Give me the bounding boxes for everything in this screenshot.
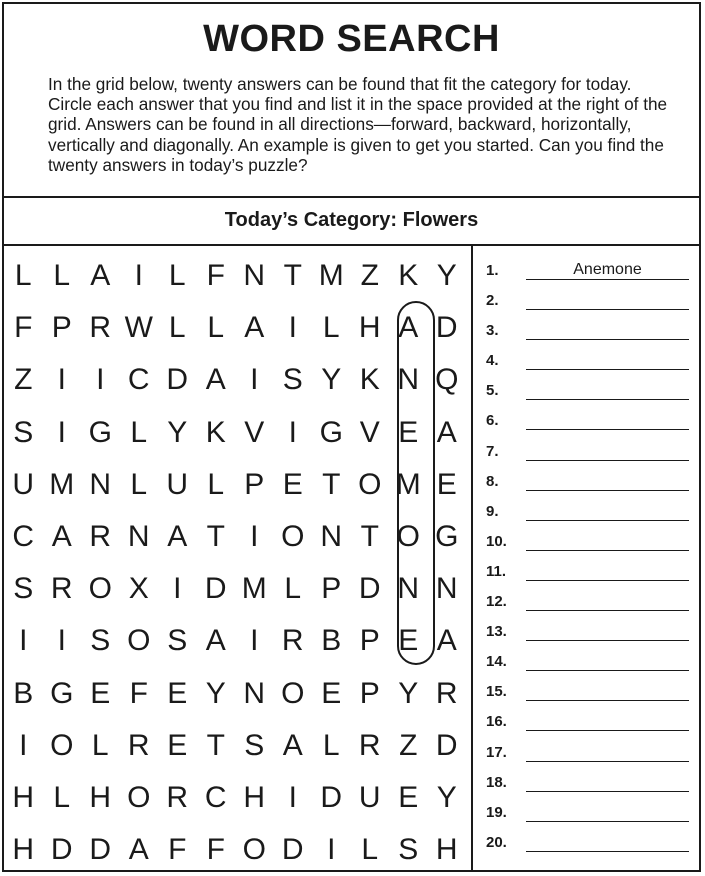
grid-letter[interactable]: R [89, 519, 112, 553]
grid-letter[interactable]: T [206, 728, 225, 762]
answer-line[interactable] [526, 309, 689, 310]
grid-letter[interactable]: Y [321, 363, 342, 397]
answer-row [474, 619, 699, 649]
grid-letter[interactable]: N [397, 363, 420, 397]
answer-row [474, 529, 699, 559]
grid-letter[interactable]: D [166, 363, 189, 397]
answer-line[interactable] [526, 550, 689, 551]
answer-number: 7. [486, 442, 499, 460]
answer-row [474, 258, 699, 288]
answer-number: 17. [486, 743, 507, 761]
grid-letter[interactable]: I [288, 415, 297, 449]
answer-line[interactable] [526, 670, 689, 671]
grid-letter[interactable]: L [361, 833, 379, 867]
grid-letter[interactable]: O [281, 676, 305, 710]
grid-letter[interactable]: E [167, 676, 188, 710]
answer-line[interactable] [526, 730, 689, 731]
grid-letter[interactable]: N [397, 572, 420, 606]
grid-letter[interactable]: K [398, 259, 419, 292]
answer-row [474, 318, 699, 348]
grid-letter[interactable]: S [282, 363, 303, 397]
answer-number: 14. [486, 653, 507, 671]
grid-letter[interactable]: C [127, 363, 150, 397]
grid-letter[interactable]: A [282, 728, 303, 762]
grid-letter[interactable]: E [321, 676, 342, 710]
grid-letter[interactable]: L [53, 259, 71, 292]
grid-letter[interactable]: G [50, 676, 74, 710]
grid-letter[interactable]: O [88, 572, 112, 606]
grid-letter[interactable]: Y [205, 676, 226, 710]
grid-letter[interactable]: P [51, 311, 72, 345]
grid-letter[interactable]: L [168, 259, 186, 292]
grid-letter[interactable]: D [320, 780, 343, 814]
grid-letter[interactable]: D [50, 833, 73, 867]
answer-line[interactable] [526, 369, 689, 370]
grid-letter[interactable]: G [319, 415, 343, 449]
grid-letter[interactable]: T [360, 519, 379, 553]
grid-letter[interactable]: E [398, 624, 419, 658]
grid-letter[interactable]: I [288, 780, 297, 814]
grid-letter[interactable]: A [436, 415, 457, 449]
grid-letter[interactable]: C [204, 780, 227, 814]
grid-letter[interactable]: L [91, 728, 109, 762]
grid-letter[interactable]: B [13, 676, 34, 710]
grid-letter[interactable]: I [250, 624, 259, 658]
grid-letter[interactable]: L [322, 728, 340, 762]
grid-letter[interactable]: L [284, 572, 302, 606]
grid-letter[interactable]: N [89, 467, 112, 501]
grid-letter[interactable]: A [167, 519, 188, 553]
answer-row [474, 378, 699, 408]
grid-letter[interactable]: Y [167, 415, 188, 449]
answer-row [474, 800, 699, 830]
grid-row [4, 772, 466, 824]
grid-letter[interactable]: N [243, 259, 266, 292]
answer-row [474, 469, 699, 499]
grid-letter[interactable]: F [168, 833, 187, 867]
grid-letter[interactable]: L [130, 415, 148, 449]
grid-letter[interactable]: C [12, 519, 35, 553]
answer-line[interactable] [526, 761, 689, 762]
grid-letter[interactable]: S [244, 728, 265, 762]
answer-number: 10. [486, 532, 507, 550]
grid-letter[interactable]: H [89, 780, 112, 814]
grid-letter[interactable]: Q [435, 363, 459, 397]
answer-line[interactable] [526, 851, 689, 852]
grid-letter[interactable]: A [205, 624, 226, 658]
grid-letter[interactable]: A [128, 833, 149, 867]
answer-number: 5. [486, 382, 499, 400]
word-search-puzzle [2, 2, 701, 872]
grid-letter[interactable]: Y [398, 676, 419, 710]
category-label: Today’s Category: Flowers [224, 209, 479, 231]
grid-letter[interactable]: N [320, 519, 343, 553]
grid-letter[interactable]: I [57, 363, 66, 397]
answer-row [474, 740, 699, 770]
grid-letter[interactable]: L [168, 311, 186, 345]
grid-letter[interactable]: L [207, 467, 225, 501]
answer-number: 16. [486, 713, 507, 731]
grid-letter[interactable]: U [12, 467, 35, 501]
grid-letter[interactable]: L [14, 259, 32, 292]
answer-row [474, 679, 699, 709]
grid-letter[interactable]: N [435, 572, 458, 606]
grid-letter[interactable]: I [134, 259, 143, 292]
answer-number: 2. [486, 292, 499, 310]
answer-number: 9. [486, 502, 499, 520]
grid-letter[interactable]: P [321, 572, 342, 606]
answer-number: 20. [486, 833, 507, 851]
grid-answers-divider [471, 244, 473, 870]
divider [4, 244, 699, 246]
grid-letter[interactable]: M [49, 467, 75, 501]
answer-number: 3. [486, 322, 499, 340]
grid-letter[interactable]: D [435, 728, 458, 762]
grid-letter[interactable]: S [90, 624, 111, 658]
grid-letter[interactable]: T [322, 467, 341, 501]
grid-letter[interactable]: I [250, 363, 259, 397]
answer-row [474, 589, 699, 619]
grid-letter[interactable]: D [435, 311, 458, 345]
answer-line[interactable] [526, 399, 689, 400]
answer-line[interactable] [526, 700, 689, 701]
answer-number: 18. [486, 773, 507, 791]
grid-letter[interactable]: D [204, 572, 227, 606]
grid-letter[interactable]: V [244, 415, 265, 449]
answer-row [474, 830, 699, 860]
answer-row [474, 348, 699, 378]
answer-row [474, 559, 699, 589]
grid-letter[interactable]: N [243, 676, 266, 710]
grid-letter[interactable]: P [244, 467, 265, 501]
grid-letter[interactable]: A [436, 624, 457, 658]
grid-letter[interactable]: I [327, 833, 336, 867]
grid-letter[interactable]: O [281, 519, 305, 553]
grid-letter[interactable]: E [90, 676, 111, 710]
grid-letter[interactable]: I [57, 415, 66, 449]
grid-letter[interactable]: S [398, 833, 419, 867]
grid-letter[interactable]: H [12, 780, 35, 814]
grid-letter[interactable]: Z [360, 259, 379, 292]
grid-letter[interactable]: E [282, 467, 303, 501]
grid-letter[interactable]: D [89, 833, 112, 867]
grid-letter[interactable]: Y [436, 259, 457, 292]
grid-row [4, 824, 466, 876]
answer-number: 4. [486, 352, 499, 370]
grid-row [4, 668, 466, 720]
grid-letter[interactable]: E [398, 415, 419, 449]
answer-row [474, 770, 699, 800]
divider [4, 196, 699, 198]
answer-number: 8. [486, 472, 499, 490]
answer-row [474, 709, 699, 739]
answer-line[interactable] [526, 339, 689, 340]
grid-letter[interactable]: E [167, 728, 188, 762]
grid-letter[interactable]: F [206, 833, 225, 867]
grid-row [4, 250, 466, 302]
grid-letter[interactable]: T [283, 259, 302, 292]
grid-letter[interactable]: A [51, 519, 72, 553]
grid-letter[interactable]: W [124, 311, 153, 345]
answer-row [474, 649, 699, 679]
grid-row [4, 720, 466, 772]
answer-line[interactable] [526, 791, 689, 792]
grid-letter[interactable]: F [129, 676, 148, 710]
answer-number: 6. [486, 412, 499, 430]
grid-letter[interactable]: H [12, 833, 35, 867]
grid-letter[interactable]: R [281, 624, 304, 658]
grid-letter[interactable]: I [250, 519, 259, 553]
answer-line[interactable] [526, 460, 689, 461]
grid-letter[interactable]: O [358, 467, 382, 501]
answer-row [474, 288, 699, 318]
grid-letter[interactable]: R [50, 572, 73, 606]
grid-letter[interactable]: F [14, 311, 33, 345]
grid-letter[interactable]: R [435, 676, 458, 710]
answer-number: 15. [486, 683, 507, 701]
grid-letter[interactable]: G [435, 519, 459, 553]
grid-letter[interactable]: D [281, 833, 304, 867]
instructions-text: In the grid below, twenty answers can be found that fit the category for today. Circle each answer that you find and list it in the space provided at the right of the grid. Answers can be found in all directions—forward, backward, horizontally, vertically and diagonally. An example is given to get you started. Can you find the twenty answers in today’s puzzle? [48, 74, 668, 175]
grid-letter[interactable]: M [395, 467, 421, 501]
answer-list [474, 258, 699, 860]
answer-text[interactable]: Anemone [573, 261, 642, 278]
answer-line[interactable] [526, 821, 689, 822]
grid-letter[interactable]: I [173, 572, 182, 606]
grid-letter[interactable]: O [127, 780, 151, 814]
grid-letter[interactable]: H [243, 780, 266, 814]
answer-line[interactable] [526, 520, 689, 521]
answer-row [474, 408, 699, 438]
grid-letter[interactable]: V [359, 415, 380, 449]
answer-line[interactable] [526, 429, 689, 430]
grid-letter[interactable]: K [359, 363, 380, 397]
grid-letter[interactable]: P [359, 676, 380, 710]
grid-letter[interactable]: P [359, 624, 380, 658]
grid-letter[interactable]: S [13, 572, 34, 606]
grid-letter[interactable]: D [358, 572, 381, 606]
example-answer-circle [397, 301, 435, 665]
grid-letter[interactable]: H [435, 833, 458, 867]
grid-letter[interactable]: R [358, 728, 381, 762]
answer-line[interactable] [526, 490, 689, 491]
grid-letter[interactable]: I [96, 363, 105, 397]
grid-letter[interactable]: X [128, 572, 149, 606]
grid-letter[interactable]: T [206, 519, 225, 553]
grid-letter[interactable]: I [57, 624, 66, 658]
answer-line[interactable] [526, 279, 689, 280]
grid-letter[interactable]: O [242, 833, 266, 867]
answer-number: 1. [486, 262, 499, 279]
grid-letter[interactable]: Z [14, 363, 33, 397]
grid-letter[interactable]: E [436, 467, 457, 501]
answer-number: 19. [486, 803, 507, 821]
answer-number: 12. [486, 593, 507, 611]
grid-letter[interactable]: F [206, 259, 225, 292]
grid-letter[interactable]: L [322, 311, 340, 345]
grid-letter[interactable]: A [244, 311, 265, 345]
answer-number: 11. [486, 562, 507, 580]
grid-letter[interactable]: N [127, 519, 150, 553]
grid-letter[interactable]: M [241, 572, 267, 606]
puzzle-title: WORD SEARCH [203, 18, 500, 60]
grid-letter[interactable]: E [398, 780, 419, 814]
grid-letter[interactable]: Z [399, 728, 418, 762]
answer-row [474, 439, 699, 469]
answer-line[interactable] [526, 610, 689, 611]
grid-letter[interactable]: B [321, 624, 342, 658]
grid-letter[interactable]: M [318, 259, 344, 292]
grid-letter[interactable]: U [358, 780, 381, 814]
grid-letter[interactable]: A [398, 311, 419, 345]
grid-letter[interactable]: A [90, 259, 111, 292]
grid-letter[interactable]: L [130, 467, 148, 501]
grid-letter[interactable]: O [127, 624, 151, 658]
grid-letter[interactable]: R [166, 780, 189, 814]
grid-letter[interactable]: L [53, 780, 71, 814]
grid-letter[interactable]: R [127, 728, 150, 762]
grid-letter[interactable]: K [205, 415, 226, 449]
grid-letter[interactable]: O [396, 519, 420, 553]
grid-letter[interactable]: H [358, 311, 381, 345]
grid-letter[interactable]: I [288, 311, 297, 345]
grid-letter[interactable]: R [89, 311, 112, 345]
grid-letter[interactable]: Y [436, 780, 457, 814]
grid-letter[interactable]: I [19, 728, 28, 762]
grid-letter[interactable]: G [88, 415, 112, 449]
answer-row [474, 499, 699, 529]
grid-letter[interactable]: A [205, 363, 226, 397]
grid-letter[interactable]: S [167, 624, 188, 658]
answer-line[interactable] [526, 640, 689, 641]
answer-number: 13. [486, 623, 507, 641]
grid-letter[interactable]: S [13, 415, 34, 449]
grid-letter[interactable]: I [19, 624, 28, 658]
grid-letter[interactable]: L [207, 311, 225, 345]
answer-line[interactable] [526, 580, 689, 581]
grid-letter[interactable]: U [166, 467, 189, 501]
grid-letter[interactable]: O [50, 728, 74, 762]
